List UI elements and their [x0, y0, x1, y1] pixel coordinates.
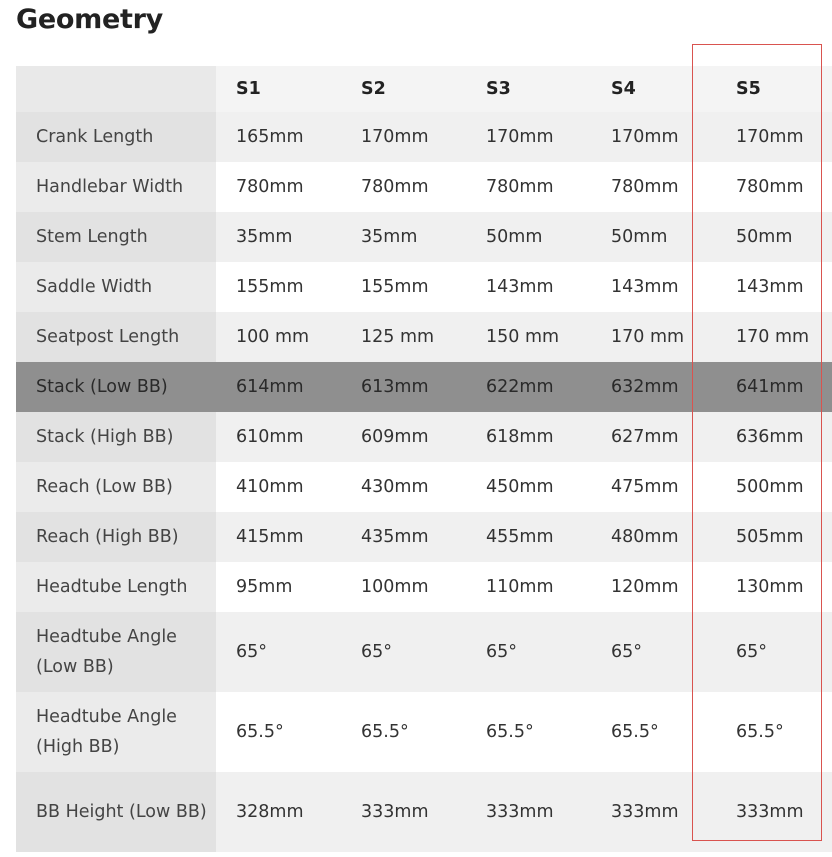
- cell-value-s4: 170mm: [591, 112, 716, 162]
- row-label: Seatpost Length: [16, 312, 216, 362]
- cell-value-s4: 632mm: [591, 362, 716, 412]
- cell-value-s2: 155mm: [341, 262, 466, 312]
- cell-value-s3: 50mm: [466, 212, 591, 262]
- cell-value-s5: 65.5°: [716, 692, 832, 772]
- table-row: [16, 262, 832, 312]
- cell-value-s5: 170 mm: [716, 312, 832, 362]
- cell-value-s3: 110mm: [466, 562, 591, 612]
- cell-value-s5: 641mm: [716, 362, 832, 412]
- geometry-table: [16, 66, 832, 852]
- cell-value-s3: 333mm: [466, 772, 591, 852]
- table-row: [16, 772, 832, 852]
- table-row: [16, 462, 832, 512]
- cell-value-s4: 627mm: [591, 412, 716, 462]
- cell-value-s2: 613mm: [341, 362, 466, 412]
- cell-value-s3: 150 mm: [466, 312, 591, 362]
- cell-value-s4: 475mm: [591, 462, 716, 512]
- cell-value-s5: 636mm: [716, 412, 832, 462]
- table-row: [16, 162, 832, 212]
- cell-value-s2: 125 mm: [341, 312, 466, 362]
- row-label: Reach (High BB): [16, 512, 216, 562]
- size-header-s1: S1: [216, 66, 341, 112]
- cell-value-s1: 614mm: [216, 362, 341, 412]
- cell-value-s3: 618mm: [466, 412, 591, 462]
- cell-value-s5: 170mm: [716, 112, 832, 162]
- cell-value-s4: 65°: [591, 612, 716, 692]
- row-label: Stem Length: [16, 212, 216, 262]
- cell-value-s1: 65.5°: [216, 692, 341, 772]
- row-label: BB Height (Low BB): [16, 772, 216, 852]
- cell-value-s4: 50mm: [591, 212, 716, 262]
- cell-value-s4: 333mm: [591, 772, 716, 852]
- size-header-s4: S4: [591, 66, 716, 112]
- size-header-s5: S5: [716, 66, 832, 112]
- cell-value-s5: 333mm: [716, 772, 832, 852]
- row-label: Headtube Angle (Low BB): [16, 612, 216, 692]
- row-label: Headtube Angle (High BB): [16, 692, 216, 772]
- table-row: [16, 112, 832, 162]
- cell-value-s2: 780mm: [341, 162, 466, 212]
- cell-value-s2: 65°: [341, 612, 466, 692]
- cell-value-s2: 609mm: [341, 412, 466, 462]
- size-header-s2: S2: [341, 66, 466, 112]
- cell-value-s1: 95mm: [216, 562, 341, 612]
- cell-value-s5: 65°: [716, 612, 832, 692]
- table-body: [16, 112, 832, 852]
- cell-value-s3: 170mm: [466, 112, 591, 162]
- table-row: [16, 512, 832, 562]
- cell-value-s1: 780mm: [216, 162, 341, 212]
- page-title: Geometry: [16, 4, 163, 35]
- cell-value-s5: 50mm: [716, 212, 832, 262]
- cell-value-s5: 500mm: [716, 462, 832, 512]
- cell-value-s1: 65°: [216, 612, 341, 692]
- cell-value-s5: 505mm: [716, 512, 832, 562]
- cell-value-s2: 170mm: [341, 112, 466, 162]
- cell-value-s1: 415mm: [216, 512, 341, 562]
- cell-value-s4: 120mm: [591, 562, 716, 612]
- cell-value-s1: 155mm: [216, 262, 341, 312]
- cell-value-s4: 65.5°: [591, 692, 716, 772]
- table-row: [16, 562, 832, 612]
- cell-value-s5: 130mm: [716, 562, 832, 612]
- row-label: Crank Length: [16, 112, 216, 162]
- cell-value-s1: 100 mm: [216, 312, 341, 362]
- row-label: Stack (Low BB): [16, 362, 216, 412]
- cell-value-s2: 35mm: [341, 212, 466, 262]
- table-row: [16, 362, 832, 412]
- cell-value-s1: 610mm: [216, 412, 341, 462]
- row-label: Reach (Low BB): [16, 462, 216, 512]
- cell-value-s1: 328mm: [216, 772, 341, 852]
- cell-value-s3: 622mm: [466, 362, 591, 412]
- table-row: [16, 412, 832, 462]
- table-row: [16, 212, 832, 262]
- cell-value-s2: 100mm: [341, 562, 466, 612]
- cell-value-s1: 35mm: [216, 212, 341, 262]
- cell-value-s4: 143mm: [591, 262, 716, 312]
- table-row: [16, 312, 832, 362]
- row-label: Handlebar Width: [16, 162, 216, 212]
- cell-value-s2: 333mm: [341, 772, 466, 852]
- table-row: [16, 692, 832, 772]
- cell-value-s5: 780mm: [716, 162, 832, 212]
- row-label: Saddle Width: [16, 262, 216, 312]
- cell-value-s1: 410mm: [216, 462, 341, 512]
- cell-value-s4: 170 mm: [591, 312, 716, 362]
- cell-value-s5: 143mm: [716, 262, 832, 312]
- cell-value-s4: 780mm: [591, 162, 716, 212]
- cell-value-s1: 165mm: [216, 112, 341, 162]
- table-corner-cell: [16, 66, 216, 112]
- cell-value-s3: 780mm: [466, 162, 591, 212]
- cell-value-s3: 143mm: [466, 262, 591, 312]
- table-row: [16, 612, 832, 692]
- cell-value-s3: 65°: [466, 612, 591, 692]
- cell-value-s3: 455mm: [466, 512, 591, 562]
- cell-value-s3: 450mm: [466, 462, 591, 512]
- cell-value-s2: 430mm: [341, 462, 466, 512]
- cell-value-s2: 435mm: [341, 512, 466, 562]
- row-label: Stack (High BB): [16, 412, 216, 462]
- cell-value-s2: 65.5°: [341, 692, 466, 772]
- table-header-row: [16, 66, 832, 112]
- size-header-s3: S3: [466, 66, 591, 112]
- cell-value-s4: 480mm: [591, 512, 716, 562]
- row-label: Headtube Length: [16, 562, 216, 612]
- cell-value-s3: 65.5°: [466, 692, 591, 772]
